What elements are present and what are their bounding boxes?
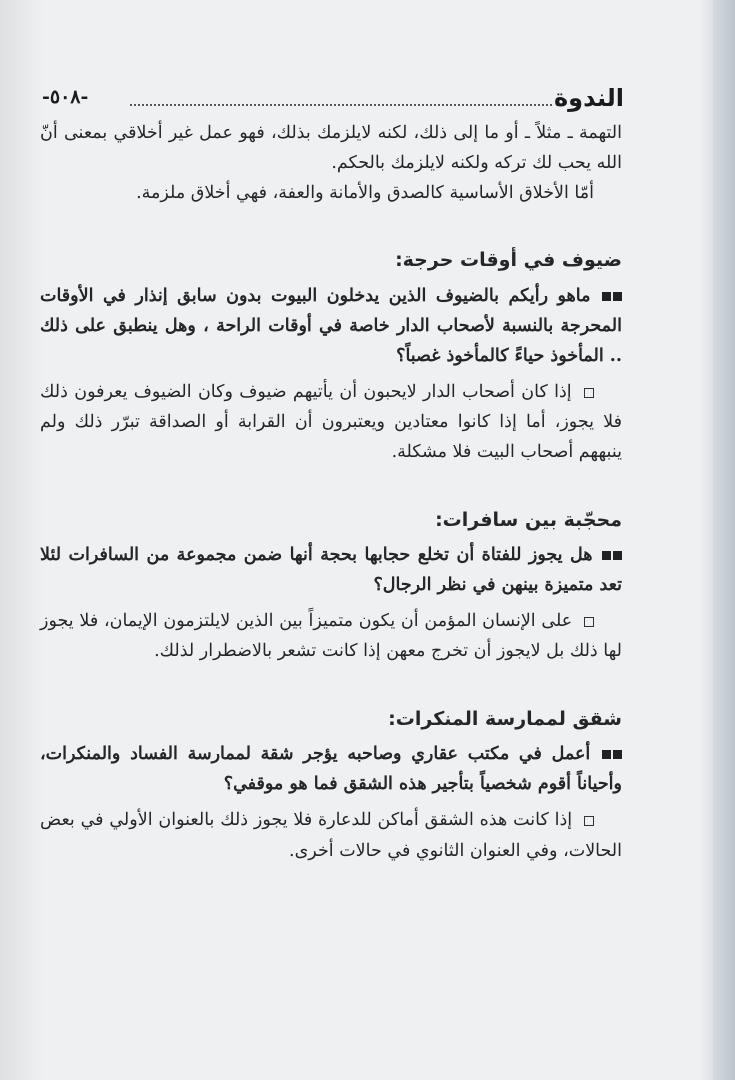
section-heading: محجّبة بين سافرات: (435, 508, 622, 531)
question-marker-icon (602, 750, 611, 759)
question-text: ماهو رأيكم بالضيوف الذين يدخلون البيوت بدون سابق إنذار في الأوقات المحرجة بالنسبة لأصحاب الدار خاصة في أوقات الراحة ، وهل ينطبق على ذلك .. المأخوذ حياءً كالمأخوذ غصباً؟ (40, 285, 622, 367)
answer-paragraph (40, 377, 622, 467)
intro-paragraph: التهمة ـ مثلاً ـ أو ما إلى ذلك، لكنه لايلزمك بذلك، فهو عمل غير أخلاقي بمعنى أنّ الله يحب لك تركه ولكنه لايلزمك بالحكم. (40, 123, 622, 174)
answer-paragraph (40, 805, 622, 865)
question-paragraph (40, 281, 622, 371)
answer-text: إذا كانت هذه الشقق أماكن للدعارة فلا يجوز ذلك بالعنوان الأولي في بعض الحالات، وفي العنوان الثانوي في حالات أخرى. (40, 810, 622, 861)
question-text: هل يجوز للفتاة أن تخلع حجابها بحجة أنها ضمن مجموعة من السافرات لئلا تعد متميزة بينهن في نظر الرجال؟ (40, 545, 622, 596)
question-marker-icon (602, 551, 611, 560)
question-marker-icon (613, 551, 622, 560)
answer-text: إذا كان أصحاب الدار لايحبون أن يأتيهم ضيوف وكان الضيوف يعرفون ذلك فلا يجوز، أما إذا كانوا معتادين ويعتبرون أن القرابة أو الصداقة تبرّر ذلك ولم ينبههم أصحاب البيت فلا مشكلة. (40, 382, 622, 463)
header-dotted-rule (130, 104, 552, 106)
answer-marker-icon (584, 816, 594, 826)
question-paragraph (40, 540, 622, 600)
page-body (40, 118, 622, 866)
question-text: أعمل في مكتب عقاري وصاحبه يؤجر شقة لممارسة الفساد والمنكرات، وأحياناً أقوم شخصياً بتأجير هذه الشقق فما هو موقفي؟ (40, 744, 622, 795)
page-edge (713, 0, 735, 1080)
question-paragraph (40, 739, 622, 799)
question-marker-icon (602, 292, 611, 301)
answer-marker-icon (584, 617, 594, 627)
question-marker-icon (613, 750, 622, 759)
section-heading: شقق لممارسة المنكرات: (388, 707, 622, 730)
answer-paragraph (40, 606, 622, 666)
page-header (42, 84, 624, 118)
section-heading: ضيوف في أوقات حرجة: (395, 249, 622, 272)
running-title: الندوة (554, 84, 624, 112)
question-marker-icon (613, 292, 622, 301)
intro-paragraph-2: أمّا الأخلاق الأساسية كالصدق والأمانة والعفة، فهي أخلاق ملزمة. (136, 183, 594, 204)
page-number: -٥٠٨- (42, 86, 89, 108)
answer-marker-icon (584, 388, 594, 398)
answer-text: على الإنسان المؤمن أن يكون متميزاً بين الذين لايلتزمون الإيمان، فلا يجوز لها ذلك بل لايجوز أن تخرج معهن إذا كانت تشعر بالاضطرار لذلك. (40, 611, 622, 662)
